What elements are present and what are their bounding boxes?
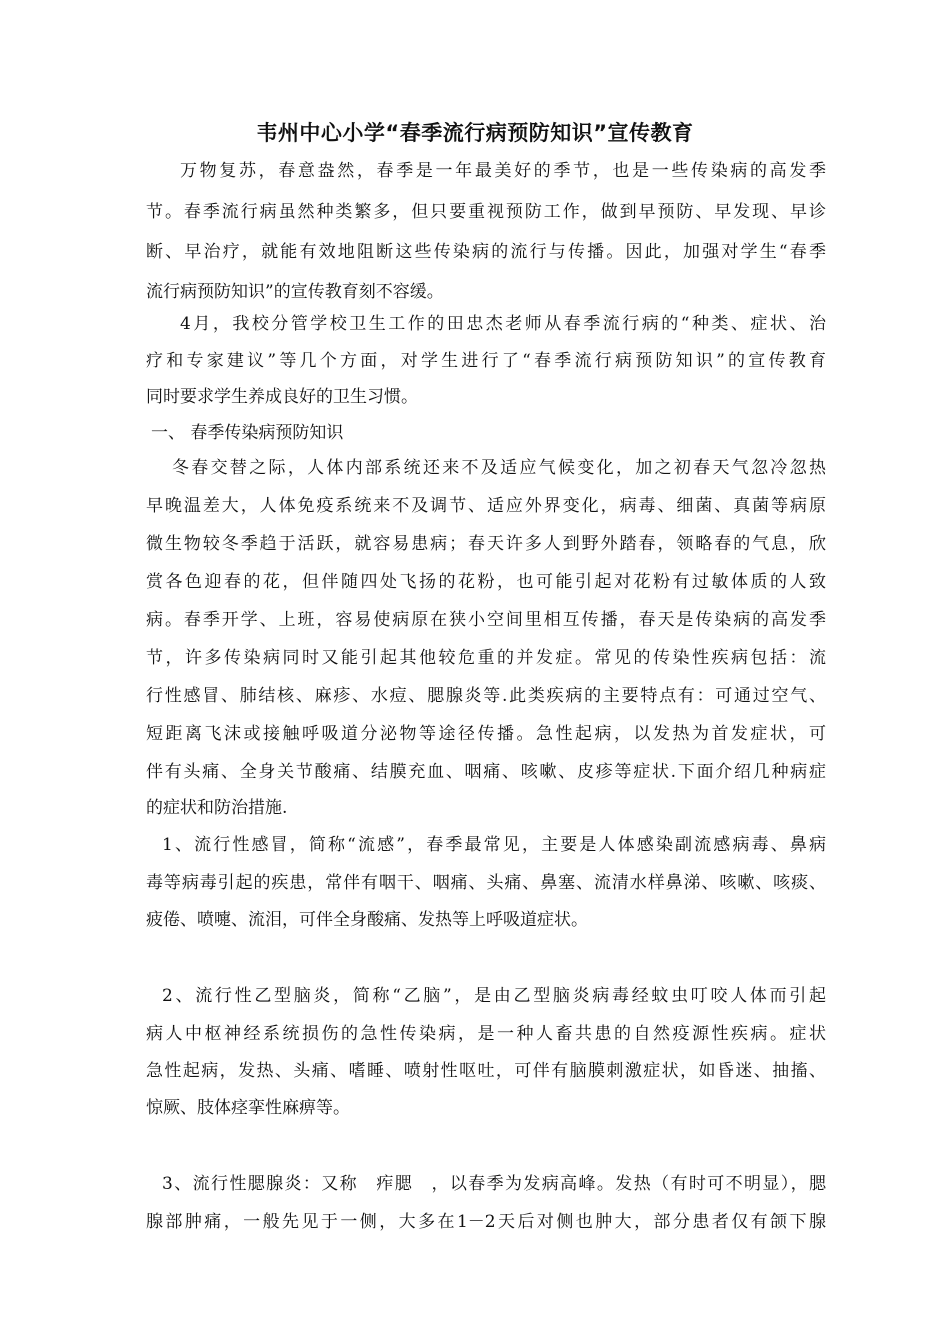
document-title: 韦州中心小学“春季流行病预防知识”宣传教育: [256, 121, 694, 145]
paragraph-line: 疲倦、喷嚏、流泪，可伴全身酸痛、发热等上呼吸道症状。: [146, 910, 588, 930]
paragraph-line: 腺部肿痛，一般先见于一侧，大多在1－2天后对侧也肿大，部分患者仅有颌下腺: [146, 1212, 826, 1232]
paragraph-line: 万物复苏，春意盎然，春季是一年最美好的季节，也是一些传染病的高发季: [180, 161, 826, 181]
paragraph-line: 4月，我校分管学校卫生工作的田忠杰老师从春季流行病的“种类、症状、治: [180, 314, 826, 334]
paragraph-line: 毒等病毒引起的疾患，常伴有咽干、咽痛、头痛、鼻塞、流清水样鼻涕、咳嗽、咳痰、: [146, 873, 826, 893]
paragraph-line: 的症状和防治措施.: [146, 798, 288, 818]
paragraph-line: 断、早治疗，就能有效地阻断这些传染病的流行与传播。因此，加强对学生“春季: [146, 242, 826, 262]
paragraph-line: 疗和专家建议”等几个方面，对学生进行了“春季流行病预防知识”的宣传教育: [146, 351, 826, 371]
paragraph-line: 冬春交替之际，人体内部系统还来不及适应气候变化，加之初春天气忽冷忽热: [172, 458, 826, 478]
paragraph-line: 2、流行性乙型脑炎，简称“乙脑”，是由乙型脑炎病毒经蚊虫叮咬人体而引起: [162, 986, 826, 1006]
paragraph-line: 急性起病，发热、头痛、嗜睡、喷射性呕吐，可伴有脑膜刺激症状，如昏迷、抽搐、: [146, 1061, 826, 1081]
paragraph-line: 惊厥、肢体痉挛性麻痹等。: [146, 1098, 350, 1118]
paragraph-line: 早晚温差大，人体免疫系统来不及调节、适应外界变化，病毒、细菌、真菌等病原: [146, 496, 826, 516]
paragraph-line: 短距离飞沫或接触呼吸道分泌物等途径传播。急性起病，以发热为首发症状，可: [146, 724, 826, 744]
paragraph-line: 病人中枢神经系统损伤的急性传染病，是一种人畜共患的自然疫源性疾病。症状: [146, 1024, 826, 1044]
paragraph-line: 流行病预防知识”的宣传教育刻不容缓。: [146, 282, 444, 302]
paragraph-line: 1、流行性感冒，简称“流感”，春季最常见，主要是人体感染副流感病毒、鼻病: [162, 835, 826, 855]
section-heading-text: 一、 春季传染病预防知识: [151, 423, 344, 443]
paragraph-line: 赏各色迎春的花，但伴随四处飞扬的花粉，也可能引起对花粉有过敏体质的人致: [146, 572, 826, 592]
paragraph-line: 病。春季开学、上班，容易使病原在狭小空间里相互传播，春天是传染病的高发季: [146, 610, 826, 630]
paragraph-line: 3、流行性腮腺炎：又称 痄腮 ，以春季为发病高峰。发热（有时可不明显），腮: [162, 1174, 826, 1194]
paragraph-line: 节，许多传染病同时又能引起其他较危重的并发症。常见的传染性疾病包括：流: [146, 648, 826, 668]
paragraph-line: 微生物较冬季趋于活跃，就容易患病；春天许多人到野外踏春，领略春的气息，欣: [146, 534, 826, 554]
paragraph-line: 节。春季流行病虽然种类繁多，但只要重视预防工作，做到早预防、早发现、早诊: [146, 202, 826, 222]
paragraph-line: 行性感冒、肺结核、麻疹、水痘、腮腺炎等.此类疾病的主要特点有：可通过空气、: [146, 686, 826, 706]
paragraph-line: 伴有头痛、全身关节酸痛、结膜充血、咽痛、咳嗽、皮疹等症状.下面介绍几种病症: [146, 762, 826, 782]
paragraph-line: 同时要求学生养成良好的卫生习惯。: [146, 387, 418, 407]
